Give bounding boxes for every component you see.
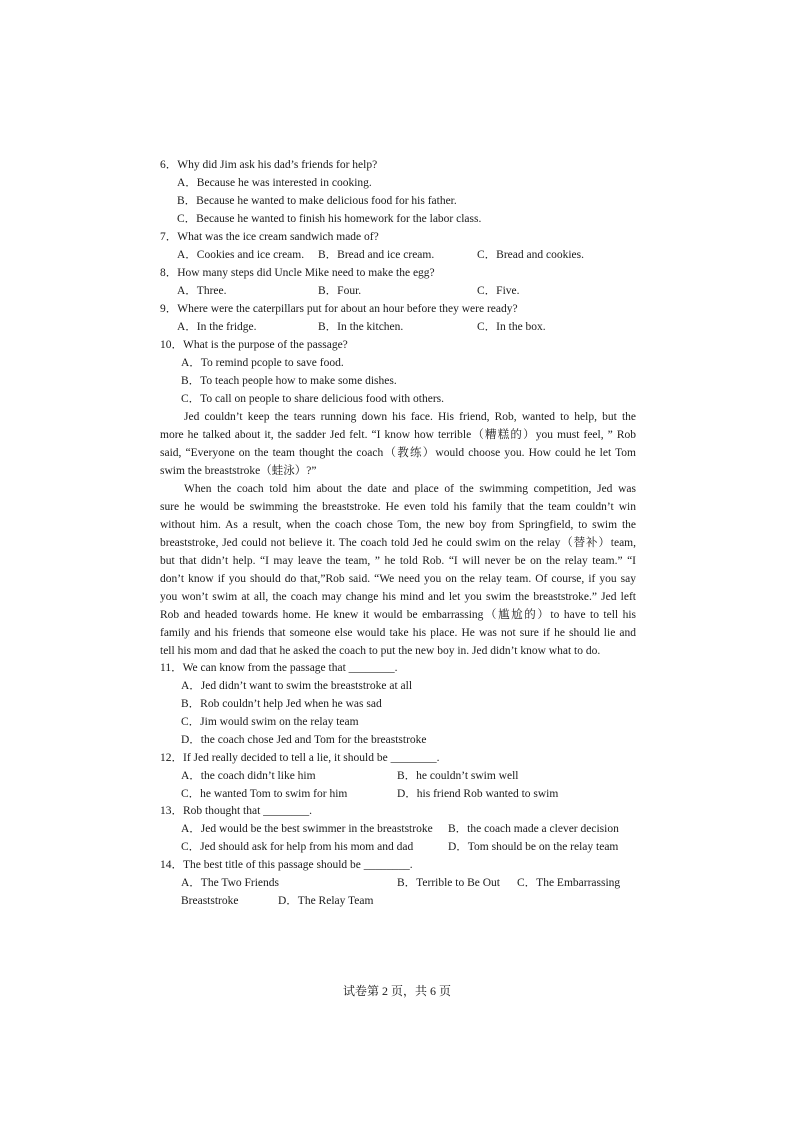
passage-line: said, “Everyone on the team thought the coach（教练）would choose you. How could he let Tom xyxy=(160,447,636,459)
question-7-option-c: C．Bread and cookies. xyxy=(477,249,584,261)
question-13-option-b: B．the coach made a clever decision xyxy=(448,823,619,835)
passage-line: without him. As a result, when the coach chose Tom, the new boy from Springfield, to swim the xyxy=(160,519,636,531)
question-8-option-a: A．Three. xyxy=(177,285,227,297)
question-13-option-d: D．Tom should be on the relay team xyxy=(448,841,619,853)
question-6-option-c: C．Because he wanted to finish his homework for the labor class. xyxy=(177,213,482,225)
question-12-option-c: C．he wanted Tom to swim for him xyxy=(181,788,348,800)
question-9-option-b: B．In the kitchen. xyxy=(318,321,404,333)
question-13-option-c: C．Jed should ask for help from his mom and dad xyxy=(181,841,414,853)
question-9-option-a: A．In the fridge. xyxy=(177,321,257,333)
question-14-option-c: C．The Embarrassing xyxy=(517,877,621,889)
passage-line: breaststroke, Jed could not believe it. The coach told Jed he could swim on the relay（替补）team, xyxy=(160,537,636,549)
question-11-option-d: D．the coach chose Jed and Tom for the breaststroke xyxy=(181,734,427,746)
passage-line: don’t know if you should do that,”Rob said. “We need you on the relay team. Of course, if you say xyxy=(160,573,636,585)
question-13-stem: 13．Rob thought that ________. xyxy=(160,805,313,817)
question-8-option-c: C．Five. xyxy=(477,285,520,297)
question-12-option-a: A．the coach didn’t like him xyxy=(181,770,316,782)
question-6-stem: 6．Why did Jim ask his dad’s friends for help? xyxy=(160,159,378,171)
passage-line: sure he would be swimming the breaststroke. He even told his family that the team couldn’t win xyxy=(160,501,636,513)
question-7-option-b: B．Bread and ice cream. xyxy=(318,249,435,261)
question-12-option-b: B．he couldn’t swim well xyxy=(397,770,519,782)
question-9-stem: 9．Where were the caterpillars put for about an hour before they were ready? xyxy=(160,303,518,315)
question-8-stem: 8．How many steps did Uncle Mike need to make the egg? xyxy=(160,267,435,279)
question-11-option-b: B．Rob couldn’t help Jed when he was sad xyxy=(181,698,382,710)
passage-line: tell his mom and dad that he asked the coach to put the new boy in. Jed didn’t know what to do. xyxy=(160,645,601,657)
question-14-option-a: A．The Two Friends xyxy=(181,877,280,889)
passage-line: but that didn’t help. “I may leave the team, ” he told Rob. “I will never be on the relay team.” “I xyxy=(160,555,636,567)
passage-line: more he talked about it, the sadder Jed felt. “I know how terrible（糟糕的）you must feel, ” Rob xyxy=(160,429,636,441)
passage-line: When the coach told him about the date and place of the swimming competition, Jed was xyxy=(184,483,636,495)
question-14-option-d: D．The Relay Team xyxy=(278,895,374,907)
question-9-option-c: C．In the box. xyxy=(477,321,546,333)
question-14-option-c-continued: Breaststroke xyxy=(181,895,239,907)
passage-line: Jed couldn’t keep the tears running down his face. His friend, Rob, wanted to help, but the xyxy=(184,411,636,423)
passage-line: family and his friends that someone else would take his place. He was not sure if he should lie and xyxy=(160,627,636,639)
question-10-option-a: A．To remind pcople to save food. xyxy=(181,357,344,369)
question-10-option-b: B．To teach people how to make some dishes. xyxy=(181,375,397,387)
question-10-option-c: C．To call on people to share delicious food with others. xyxy=(181,393,445,405)
question-14-option-b: B．Terrible to Be Out xyxy=(397,877,500,889)
question-11-option-c: C．Jim would swim on the relay team xyxy=(181,716,359,728)
passage-line: Rob and headed towards home. He knew it would be embarrassing（尴尬的）to have to tell his xyxy=(160,609,636,621)
question-12-stem: 12．If Jed really decided to tell a lie, it should be ________. xyxy=(160,752,440,764)
question-10-stem: 10．What is the purpose of the passage? xyxy=(160,339,348,351)
question-12-option-d: D．his friend Rob wanted to swim xyxy=(397,788,559,800)
question-11-stem: 11．We can know from the passage that ________. xyxy=(160,662,398,674)
page-footer: 试卷第 2 页，共 6 页 xyxy=(342,984,451,998)
passage-line: swim the breaststroke（蛙泳）?” xyxy=(160,465,317,477)
passage-line: you won’t swim at all, the coach may change his mind and let you swim the breaststroke.” Jed left xyxy=(160,591,636,603)
question-13-option-a: A．Jed would be the best swimmer in the breaststroke xyxy=(181,823,433,835)
question-6-option-b: B．Because he wanted to make delicious food for his father. xyxy=(177,195,457,207)
question-11-option-a: A．Jed didn’t want to swim the breaststroke at all xyxy=(181,680,413,692)
question-8-option-b: B．Four. xyxy=(318,285,362,297)
question-7-option-a: A．Cookies and ice cream. xyxy=(177,249,305,261)
question-6-option-a: A．Because he was interested in cooking. xyxy=(177,177,372,189)
question-7-stem: 7．What was the ice cream sandwich made of? xyxy=(160,231,379,243)
question-14-stem: 14．The best title of this passage should be ________. xyxy=(160,859,413,871)
